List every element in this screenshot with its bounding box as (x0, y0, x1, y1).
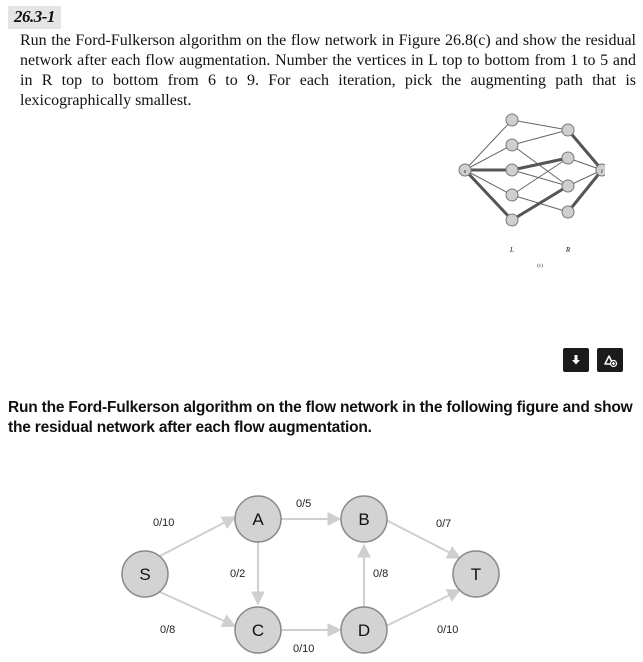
node-label-a: A (252, 510, 264, 529)
edge-label-b-t: 0/7 (436, 518, 452, 530)
fig-right-node (562, 206, 574, 218)
problem-number: 26.3-1 (8, 6, 61, 29)
node-label-d: D (357, 621, 371, 640)
download-button[interactable] (563, 348, 589, 372)
fig-left-node (506, 164, 518, 176)
fig-left-node (506, 139, 518, 151)
fig-sink-label: t (601, 169, 603, 175)
edge-label-a-c: 0/2 (230, 568, 246, 580)
flow-network-diagram (0, 488, 643, 662)
node-label-s: S (139, 565, 151, 584)
node-label-t: T (470, 565, 482, 584)
edge-s-c (160, 592, 235, 626)
edge-label-s-a: 0/10 (153, 517, 175, 529)
edge-d-t (386, 590, 460, 626)
fig-caption: (c) (537, 264, 543, 269)
fig-right-node (562, 152, 574, 164)
fig-left-node (506, 214, 518, 226)
fig-right-node (562, 124, 574, 136)
edge-label-c-d: 0/10 (293, 643, 315, 655)
problem-statement (20, 31, 636, 111)
fig-left-label: L (510, 246, 514, 254)
fig-source-label: s (463, 169, 467, 175)
question-text: Run the Ford-Fulkerson algorithm on the flow network in the following figure and show the residual network after each flow augmentation. (8, 399, 633, 436)
node-label-c: C (251, 621, 265, 640)
figure-26-8c (455, 100, 605, 272)
edge-label-s-c: 0/8 (160, 624, 176, 636)
share-button[interactable] (597, 348, 623, 372)
fig-right-node (562, 180, 574, 192)
fig-left-node (506, 189, 518, 201)
fig-left-node (506, 114, 518, 126)
problem-text: Run the Ford-Fulkerson algorithm on the flow network in Figure 26.8(c) and show the residual network after each flow augmentation. Number the vertices in L top to bottom from 1 to 5 and in R top to bottom from 6 to 9. For each iteration, pick the augmenting path that is lexicographically smallest. (20, 32, 636, 109)
edge-label-a-b: 0/5 (296, 498, 312, 510)
share-icon (602, 352, 618, 368)
fig-right-label: R (565, 246, 571, 254)
download-icon (570, 354, 582, 366)
node-label-b: B (358, 510, 370, 529)
edge-label-d-t: 0/10 (437, 624, 459, 636)
edge-label-d-b: 0/8 (373, 568, 389, 580)
